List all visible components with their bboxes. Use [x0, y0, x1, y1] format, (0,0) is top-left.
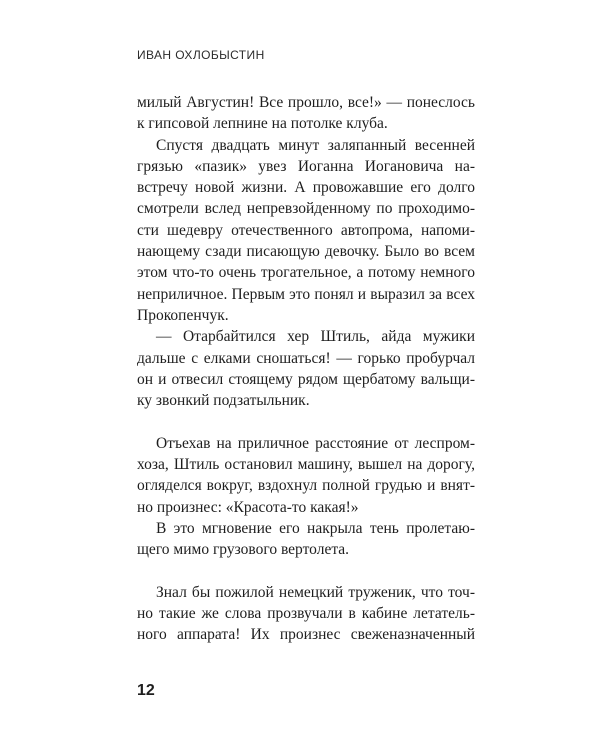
- running-head: ИВАН ОХЛОБЫСТИН: [137, 48, 265, 62]
- text-line: ку звонкий подзатыльник.: [137, 392, 310, 410]
- text-line: нающему сзади писающую девочку. Было во всем: [137, 243, 475, 261]
- section-break: [137, 561, 475, 582]
- text-line: но такие же слова прозвучали в кабине летатель-: [137, 605, 475, 623]
- text-line: огляделся вокруг, вздохнул полной грудью и внят-: [137, 477, 475, 495]
- text-line: грязью «пазик» увез Иоганна Иогановича на-: [137, 157, 475, 175]
- section-break: [137, 411, 475, 432]
- text-line: этом что-то очень трогательное, а потому немного: [137, 264, 475, 282]
- text-line: ного аппарата! Их произнес свеженазначенный: [137, 626, 475, 644]
- text-line: щего мимо грузового вертолета.: [137, 541, 350, 559]
- text-line: дальше с елками сношаться! — горько пробурчал: [137, 349, 475, 367]
- text-line: Отъехав на приличное расстояние от леспром-: [156, 434, 475, 452]
- text-line: Прокопенчук.: [137, 306, 229, 324]
- text-line: неприличное. Первым это понял и выразил за всех: [137, 285, 475, 303]
- text-line: Спустя двадцать минут заляпанный весенней: [156, 136, 475, 154]
- text-line: но произнес: «Красота-то какая!»: [137, 498, 359, 516]
- page-number: 12: [137, 682, 155, 699]
- text-line: — Отарбайтился хер Штиль, айда мужики: [156, 328, 475, 346]
- text-line: к гипсовой лепнине на потолке клуба.: [137, 115, 388, 133]
- body-text: [137, 92, 475, 646]
- text-line: он и отвесил стоящему рядом щербатому вальщи-: [137, 370, 475, 388]
- text-line: сти шедевру отечественного автопрома, напоми-: [137, 221, 475, 239]
- text-line: милый Августин! Все прошло, все!» — понеслось: [137, 94, 475, 111]
- text-line: В это мгновение его накрыла тень пролетаю-: [156, 519, 475, 537]
- text-line: встречу новой жизни. А провожавшие его долго: [137, 179, 475, 197]
- text-line: хоза, Штиль остановил машину, вышел на дорогу,: [137, 456, 475, 474]
- text-line: смотрели вслед непревзойденному по проходимо-: [137, 200, 475, 218]
- text-line: Знал бы пожилой немецкий труженик, что точ-: [156, 583, 475, 601]
